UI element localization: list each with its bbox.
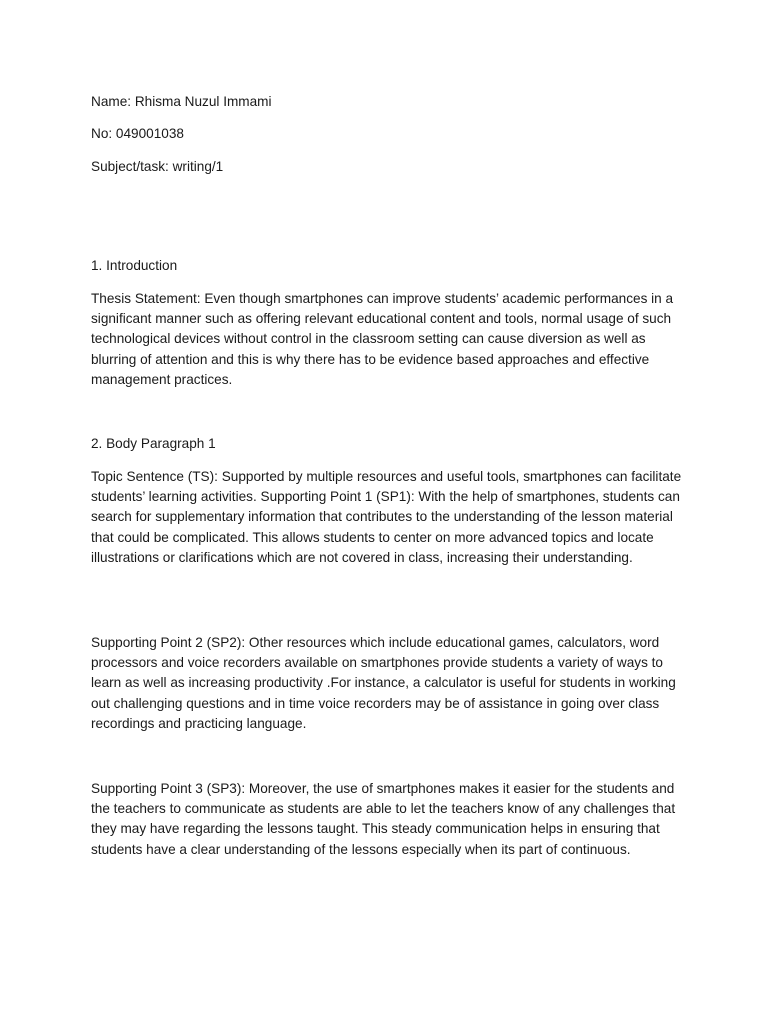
paragraph-text: Topic Sentence (TS): Supported by multiple resources and useful tools, smartphones can facilitate students’ learning activities. Supporting Point 1 (SP1): With the help of smartphones, students can search for supplementary information that contributes to the understanding of the lesson material that could be complicated. This allows students to center on more advanced topics and locate illustrations or clarifications which are not covered in class, increasing their understanding. [91, 469, 682, 565]
section-heading-body-paragraph-1: 2. Body Paragraph 1 [91, 436, 216, 451]
section-heading-introduction: 1. Introduction [91, 258, 178, 273]
paragraph-text: Thesis Statement: Even though smartphones can improve students’ academic performances in a significant manner such as offering relevant educational content and tools, normal usage of such technological devices without control in the classroom setting can cause diversion as well as blurring of attention and this is why there has to be evidence based approaches and effective management practices. [91, 291, 674, 387]
supporting-point-2-paragraph [91, 633, 691, 734]
subject-task: Subject/task: writing/1 [91, 159, 224, 174]
supporting-point-3-paragraph [91, 779, 691, 860]
student-number: No: 049001038 [91, 126, 184, 141]
paragraph-text: Supporting Point 3 (SP3): Moreover, the use of smartphones makes it easier for the students and the teachers to communicate as students are able to let the teachers know of any challenges that they may have regarding the lessons taught. This steady communication helps in ensuring that students have a clear understanding of the lessons especially when its part of continuous. [91, 781, 676, 857]
paragraph-text: Supporting Point 2 (SP2): Other resources which include educational games, calculators, word processors and voice recorders available on smartphones provide students a variety of ways to learn as well as increasing productivity .For instance, a calculator is useful for students in working out challenging questions and in time voice recorders may be of assistance in going over class recordings and practicing language. [91, 635, 676, 731]
student-name: Name: Rhisma Nuzul Immami [91, 94, 272, 109]
topic-sentence-paragraph [91, 467, 691, 568]
thesis-statement-paragraph [91, 289, 691, 390]
